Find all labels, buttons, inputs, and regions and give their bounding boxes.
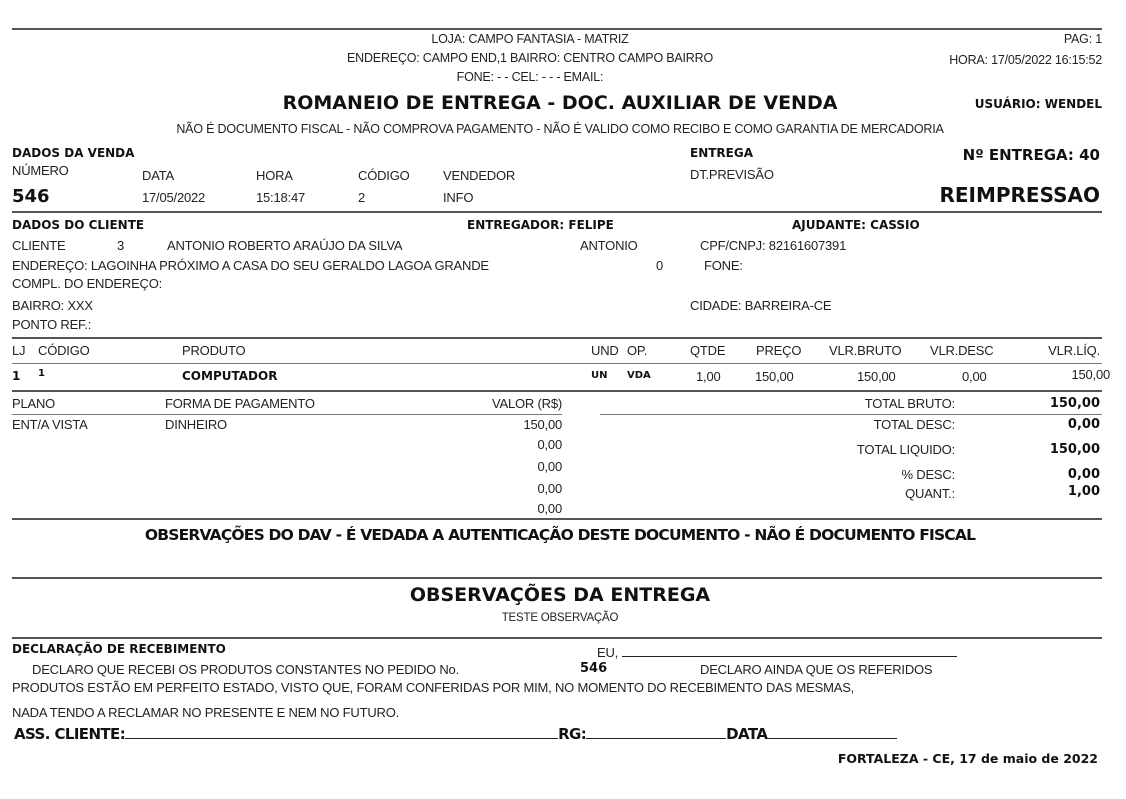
forecast-date-label: DT.PREVISÃO bbox=[690, 167, 774, 182]
sale-time: 15:18:47 bbox=[256, 190, 306, 205]
col-gross: VLR.BRUTO bbox=[829, 343, 902, 358]
client-label: CLIENTE bbox=[12, 238, 66, 253]
date-signature-label: DATA bbox=[726, 725, 768, 743]
row-qty: 1,00 bbox=[696, 369, 721, 384]
total-discount-label: TOTAL DESC: bbox=[873, 417, 955, 432]
delivery-observations-text: TESTE OBSERVAÇÃO bbox=[501, 612, 619, 624]
row-code: 1 bbox=[38, 368, 45, 379]
payment-value-label: VALOR (R$) bbox=[492, 396, 562, 411]
time-label: HORA bbox=[256, 168, 293, 183]
items-top-rule bbox=[12, 337, 1102, 339]
client-fantasy-name: ANTONIO bbox=[580, 238, 638, 253]
total-discount: 0,00 bbox=[1067, 417, 1100, 432]
client-address: ENDEREÇO: LAGOINHA PRÓXIMO A CASA DO SEU GERALDO LAGOA GRANDE bbox=[12, 258, 489, 273]
user-label: USUÁRIO: WENDEL bbox=[974, 97, 1102, 111]
client-neighborhood: BAIRRO: XXX bbox=[12, 298, 93, 313]
receiver-name-line[interactable] bbox=[622, 642, 957, 657]
sale-divider bbox=[12, 211, 1102, 213]
seller-label: VENDEDOR bbox=[443, 168, 516, 183]
row-operation: VDA bbox=[627, 370, 651, 381]
declaration-rule bbox=[12, 637, 1102, 639]
quantity-label: QUANT.: bbox=[905, 486, 955, 501]
observations-rule bbox=[12, 577, 1102, 579]
code-label: CÓDIGO bbox=[358, 168, 410, 183]
col-price: PREÇO bbox=[756, 343, 802, 358]
declaration-line-1: DECLARO QUE RECEBI OS PRODUTOS CONSTANTES NO PEDIDO No. bbox=[32, 662, 459, 677]
reprint-badge: REIMPRESSAO bbox=[939, 183, 1100, 207]
col-operation: OP. bbox=[627, 343, 648, 358]
delivery-number: Nº ENTREGA: 40 bbox=[962, 146, 1100, 164]
store-name: LOJA: CAMPO FANTASIA - MATRIZ bbox=[431, 32, 629, 46]
declaration-line-3: NADA TENDO A RECLAMAR NO PRESENTE E NEM NO FUTURO. bbox=[12, 705, 400, 720]
sale-code: 2 bbox=[358, 190, 366, 205]
payment-value: 0,00 bbox=[537, 501, 562, 516]
number-label: NÚMERO bbox=[12, 163, 69, 178]
discount-percent-label: % DESC: bbox=[901, 467, 955, 482]
sale-seller: INFO bbox=[443, 190, 474, 205]
items-bottom-rule bbox=[12, 390, 1102, 392]
rg-line[interactable] bbox=[586, 724, 726, 739]
client-cpf: CPF/CNPJ: 82161607391 bbox=[700, 238, 847, 253]
client-section-title: DADOS DO CLIENTE bbox=[12, 218, 145, 232]
declaration-line-1b: DECLARO AINDA QUE OS REFERIDOS bbox=[700, 662, 933, 677]
row-net: 150,00 bbox=[1071, 367, 1110, 382]
rg-label: RG: bbox=[558, 725, 587, 743]
fiscal-disclaimer: NÃO É DOCUMENTO FISCAL - NÃO COMPROVA PAGAMENTO - NÃO É VALIDO COMO RECIBO E COMO GARANTIA DE MERCADORIA bbox=[176, 122, 944, 136]
helper: AJUDANTE: CASSIO bbox=[792, 218, 920, 232]
declaration-eu bbox=[597, 642, 957, 660]
total-net: 150,00 bbox=[1049, 442, 1100, 457]
payment-header-rule bbox=[12, 414, 562, 415]
row-product: COMPUTADOR bbox=[182, 369, 278, 383]
payment-value: 0,00 bbox=[537, 437, 562, 452]
dav-observations: OBSERVAÇÕES DO DAV - É VEDADA A AUTENTICAÇÃO DESTE DOCUMENTO - NÃO É DOCUMENTO FISCAL bbox=[144, 526, 976, 544]
payment-value: 0,00 bbox=[537, 459, 562, 474]
print-time: HORA: 17/05/2022 16:15:52 bbox=[949, 53, 1102, 67]
declaration-title: DECLARAÇÃO DE RECEBIMENTO bbox=[12, 642, 226, 656]
client-signature-line[interactable] bbox=[125, 724, 558, 739]
col-unit: UND bbox=[591, 343, 619, 358]
client-reference-point: PONTO REF.: bbox=[12, 317, 92, 332]
totals-bottom-rule bbox=[12, 518, 1102, 520]
declaration-line-2: PRODUTOS ESTÃO EM PERFEITO ESTADO, VISTO QUE, FORAM CONFERIDAS POR MIM, NO MOMENTO DO RECEBIMENTO DAS MESMAS, bbox=[12, 680, 855, 695]
page-number: PAG: 1 bbox=[1063, 32, 1102, 46]
sale-number: 546 bbox=[12, 186, 50, 207]
client-signature-label: ASS. CLIENTE: bbox=[14, 725, 126, 743]
total-gross-label: TOTAL BRUTO: bbox=[864, 396, 955, 411]
client-address-number: 0 bbox=[656, 258, 664, 273]
row-gross: 150,00 bbox=[857, 369, 896, 384]
col-qty: QTDE bbox=[690, 343, 726, 358]
payment-value: 0,00 bbox=[537, 481, 562, 496]
client-code: 3 bbox=[117, 238, 125, 253]
top-rule bbox=[12, 28, 1102, 30]
date-label: DATA bbox=[142, 168, 174, 183]
col-discount: VLR.DESC bbox=[930, 343, 994, 358]
delivery-title: ENTREGA bbox=[690, 146, 753, 160]
sale-date: 17/05/2022 bbox=[142, 190, 206, 205]
row-price: 150,00 bbox=[755, 369, 794, 384]
client-phone: FONE: bbox=[704, 258, 743, 273]
delivery-observations-title: OBSERVAÇÕES DA ENTREGA bbox=[409, 584, 711, 606]
payment-value: 150,00 bbox=[523, 417, 562, 432]
client-name: ANTONIO ROBERTO ARAÚJO DA SILVA bbox=[167, 238, 403, 253]
payment-plan: ENT/A VISTA bbox=[12, 417, 88, 432]
total-net-label: TOTAL LIQUIDO: bbox=[856, 442, 955, 457]
store-address: ENDEREÇO: CAMPO END,1 BAIRRO: CENTRO CAMPO BAIRRO bbox=[347, 51, 713, 65]
declaration-order-number: 546 bbox=[580, 661, 608, 676]
col-code: CÓDIGO bbox=[38, 343, 90, 358]
client-city: CIDADE: BARREIRA-CE bbox=[690, 298, 832, 313]
quantity: 1,00 bbox=[1067, 484, 1100, 499]
discount-percent: 0,00 bbox=[1067, 467, 1100, 482]
signature-row bbox=[14, 724, 897, 743]
row-lj: 1 bbox=[12, 369, 21, 383]
items-header-rule bbox=[12, 363, 1102, 364]
total-gross: 150,00 bbox=[1049, 396, 1100, 411]
row-unit: UN bbox=[591, 370, 608, 381]
totals-header-rule bbox=[600, 414, 1102, 415]
deliverer: ENTREGADOR: FELIPE bbox=[467, 218, 614, 232]
payment-method: DINHEIRO bbox=[165, 417, 227, 432]
date-signature-line[interactable] bbox=[767, 724, 897, 739]
col-lj: LJ bbox=[12, 343, 26, 358]
place-and-date: FORTALEZA - CE, 17 de maio de 2022 bbox=[837, 751, 1098, 766]
payment-method-label: FORMA DE PAGAMENTO bbox=[165, 396, 315, 411]
col-product: PRODUTO bbox=[182, 343, 246, 358]
client-address-complement: COMPL. DO ENDEREÇO: bbox=[12, 276, 163, 291]
store-contact: FONE: - - CEL: - - - EMAIL: bbox=[456, 70, 604, 84]
declaration-eu-label: EU, bbox=[597, 645, 619, 660]
row-discount: 0,00 bbox=[962, 369, 987, 384]
col-net: VLR.LÍQ. bbox=[1048, 343, 1100, 358]
document-title: ROMANEIO DE ENTREGA - DOC. AUXILIAR DE VENDA bbox=[282, 92, 838, 114]
sale-section-title: DADOS DA VENDA bbox=[12, 146, 135, 160]
plan-label: PLANO bbox=[12, 396, 56, 411]
